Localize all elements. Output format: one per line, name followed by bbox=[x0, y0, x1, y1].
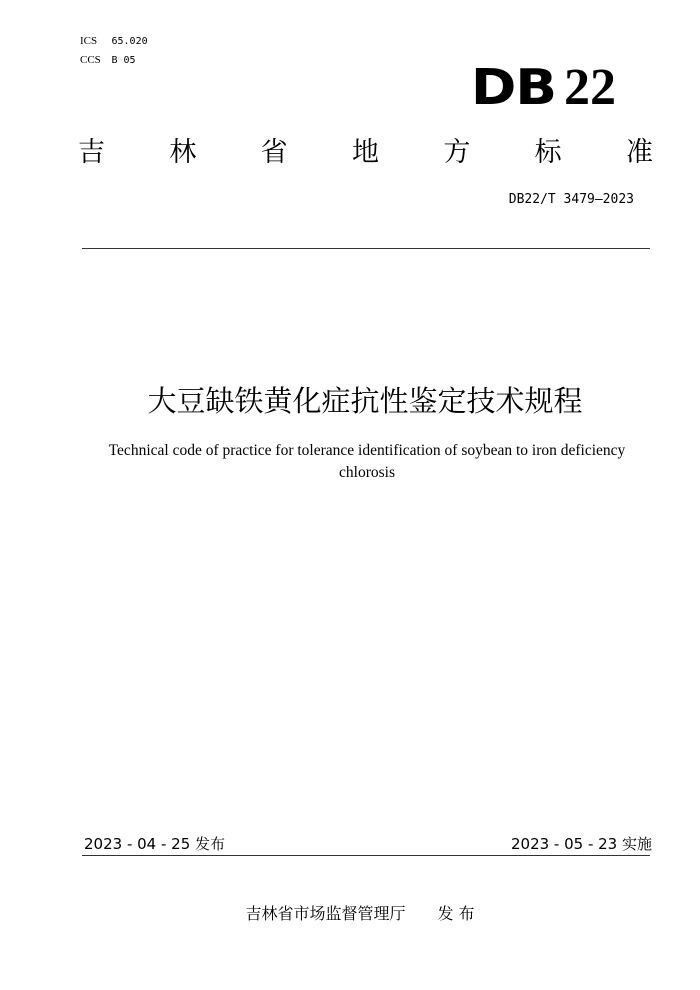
logo-number: 22 bbox=[564, 59, 616, 116]
issuing-authority: 吉林省市场监督管理厅 发 布 bbox=[245, 904, 475, 923]
standard-type-char: 吉 bbox=[78, 137, 105, 168]
standard-number: DB22/T 3479—2023 bbox=[508, 192, 634, 207]
standard-type-char: 省 bbox=[260, 137, 288, 168]
standard-type-char: 准 bbox=[625, 137, 653, 168]
standard-type-char: 方 bbox=[443, 137, 471, 168]
ccs-value: B 05 bbox=[111, 55, 136, 66]
header-divider bbox=[82, 248, 650, 249]
ics-code bbox=[80, 34, 148, 49]
issue-date: 2023 - 04 - 25 发布 bbox=[84, 835, 226, 853]
ccs-code bbox=[80, 53, 136, 68]
footer-divider bbox=[82, 855, 650, 856]
standard-type-heading bbox=[78, 136, 653, 170]
logo-prefix: DB bbox=[470, 59, 556, 116]
ics-value: 65.020 bbox=[111, 36, 148, 47]
standard-type-char: 地 bbox=[351, 137, 379, 168]
implementation-date: 2023 - 05 - 23 实施 bbox=[510, 835, 652, 853]
standard-type-char: 标 bbox=[534, 137, 562, 168]
db22-logo bbox=[470, 59, 616, 116]
standard-type-char: 林 bbox=[169, 137, 197, 168]
ccs-label: CCS bbox=[80, 54, 101, 66]
ics-label: ICS bbox=[80, 35, 98, 47]
document-title-chinese: 大豆缺铁黄化症抗性鉴定技术规程 bbox=[147, 384, 583, 418]
document-title-english: Technical code of practice for tolerance identification of soybean to iron deficiency chlorosis bbox=[108, 442, 626, 481]
